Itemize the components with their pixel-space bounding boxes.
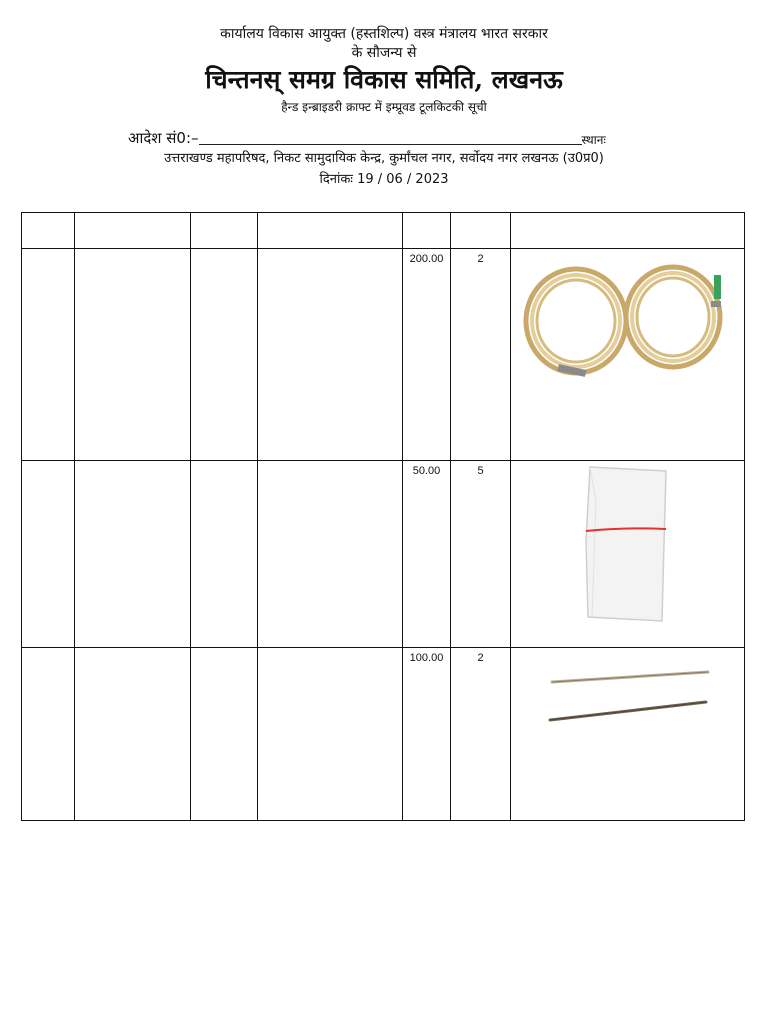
courtesy-line: के सौजन्य से xyxy=(351,45,417,61)
table-row xyxy=(22,461,745,648)
order-number-blank xyxy=(199,130,582,145)
date-line: दिनांकः 19 / 06 / 2023 xyxy=(319,172,449,187)
table-cell xyxy=(22,249,75,461)
table-cell xyxy=(75,648,191,821)
table-cell xyxy=(191,648,258,821)
document-header xyxy=(0,24,768,116)
table-cell xyxy=(191,249,258,461)
price-cell: 200.00 xyxy=(403,249,451,461)
item-image-cell xyxy=(511,461,745,648)
header-cell xyxy=(451,213,511,249)
quantity-cell: 2 xyxy=(451,648,511,821)
address-line: उत्तराखण्ड महापरिषद, निकट सामुदायिक केन्द्र, कुर्मांचल नगर, सर्वोदय नगर लखनऊ (उ0प्र0) xyxy=(164,151,604,166)
price-cell: 50.00 xyxy=(403,461,451,648)
header-cell xyxy=(191,213,258,249)
office-line: कार्यालय विकास आयुक्त (हस्तशिल्प) वस्त्र मंत्रालय भारत सरकार xyxy=(220,26,548,42)
item-image-cell xyxy=(511,249,745,461)
header-cell xyxy=(511,213,745,249)
table-header-row xyxy=(22,213,745,249)
table-cell xyxy=(191,461,258,648)
header-cell xyxy=(403,213,451,249)
needles-icon xyxy=(528,648,728,748)
table-cell xyxy=(22,461,75,648)
table-cell xyxy=(258,249,403,461)
embroidery-hoops-icon xyxy=(518,249,738,399)
price-cell: 100.00 xyxy=(403,648,451,821)
item-image-cell xyxy=(511,648,745,821)
table-cell xyxy=(258,461,403,648)
table-cell xyxy=(22,648,75,821)
table-cell xyxy=(75,249,191,461)
header-cell xyxy=(22,213,75,249)
place-label: स्थानः xyxy=(581,133,606,147)
order-label: आदेश सं0:– xyxy=(128,129,199,147)
fabric-roll-icon xyxy=(578,461,678,626)
list-title: हैन्ड इन्ब्राइडरी क्राफ्ट में इम्प्रूवड टूलकिटकी सूची xyxy=(281,100,487,114)
header-cell xyxy=(75,213,191,249)
organization-title: चिन्तनस् समग्र विकास समिति, लखनऊ xyxy=(205,65,563,94)
table-row xyxy=(22,249,745,461)
order-number-line xyxy=(128,126,648,148)
table-cell xyxy=(258,648,403,821)
table-row xyxy=(22,648,745,821)
quantity-cell: 5 xyxy=(451,461,511,648)
items-table xyxy=(21,212,745,821)
quantity-cell: 2 xyxy=(451,249,511,461)
header-cell xyxy=(258,213,403,249)
table-cell xyxy=(75,461,191,648)
